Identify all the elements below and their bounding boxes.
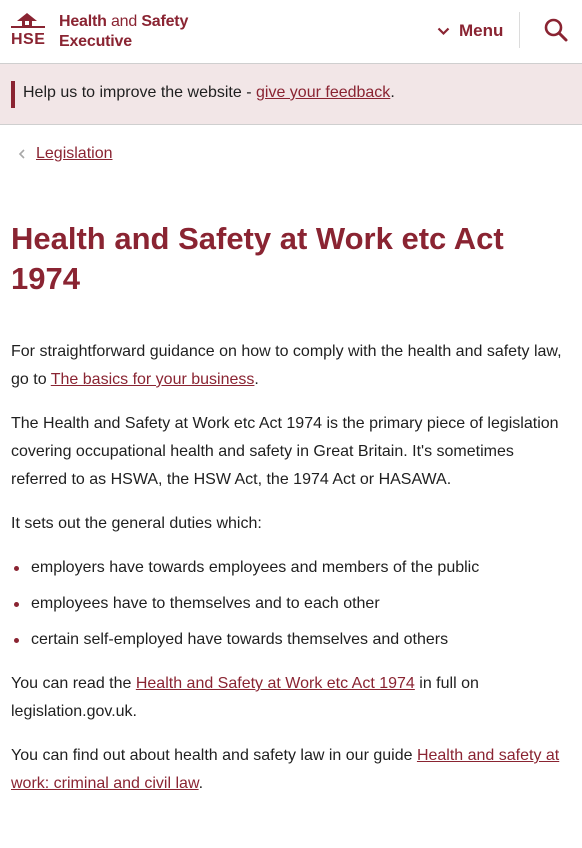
hswa-description: The Health and Safety at Work etc Act 1974 is the primary piece of legislation covering occupational health and safety in Great Britain. It's sometimes referred to as HSWA, the HSW Act, the 1974 Act or HASAWA. (11, 415, 559, 488)
duties-intro: It sets out the general duties which: (11, 515, 262, 532)
feedback-text: Help us to improve the website - give your feedback. (23, 84, 395, 101)
logo-wordmark: Health and Safety Executive (59, 13, 189, 50)
menu-button[interactable] (437, 18, 503, 44)
guide-paragraph: You can find out about health and safety law in our guide Health and safety at work: criminal and civil law. (11, 747, 560, 792)
page-title: Health and Safety at Work etc Act 1974 (11, 221, 504, 296)
list-item: employers have towards employees and members of the public (11, 554, 571, 582)
basics-link[interactable]: The basics for your business (50, 371, 255, 388)
feedback-link[interactable]: give your feedback (256, 84, 391, 101)
site-header (0, 0, 582, 64)
act-link[interactable]: Health and Safety at Work etc Act 1974 (135, 675, 415, 692)
chevron-down-icon (437, 27, 450, 36)
hse-logo-mark (11, 12, 47, 50)
search-icon (543, 17, 569, 43)
list-item: employees have to themselves and to each other (11, 590, 571, 618)
feedback-accent-bar (11, 81, 15, 108)
menu-label: Menu (459, 21, 504, 40)
read-act-paragraph: You can read the Health and Safety at Work etc Act 1974 in full on legislation.gov.uk. (11, 675, 479, 720)
feedback-banner (0, 64, 582, 125)
duties-list (11, 554, 571, 654)
list-item: certain self-employed have towards themselves and others (11, 626, 571, 654)
header-divider (519, 12, 520, 48)
main-content (11, 338, 571, 814)
criminal-civil-law-link[interactable]: Health and safety at work: criminal and civil law (11, 747, 560, 792)
search-button[interactable] (543, 17, 569, 43)
logo-mark-text: HSE (11, 31, 46, 48)
breadcrumb-link-legislation[interactable]: Legislation (36, 145, 113, 162)
breadcrumb (18, 145, 113, 163)
intro-paragraph: For straightforward guidance on how to comply with the health and safety law, go to The basics for your business. (11, 343, 562, 388)
hse-logo[interactable] (11, 12, 188, 52)
chevron-left-icon (18, 148, 26, 160)
